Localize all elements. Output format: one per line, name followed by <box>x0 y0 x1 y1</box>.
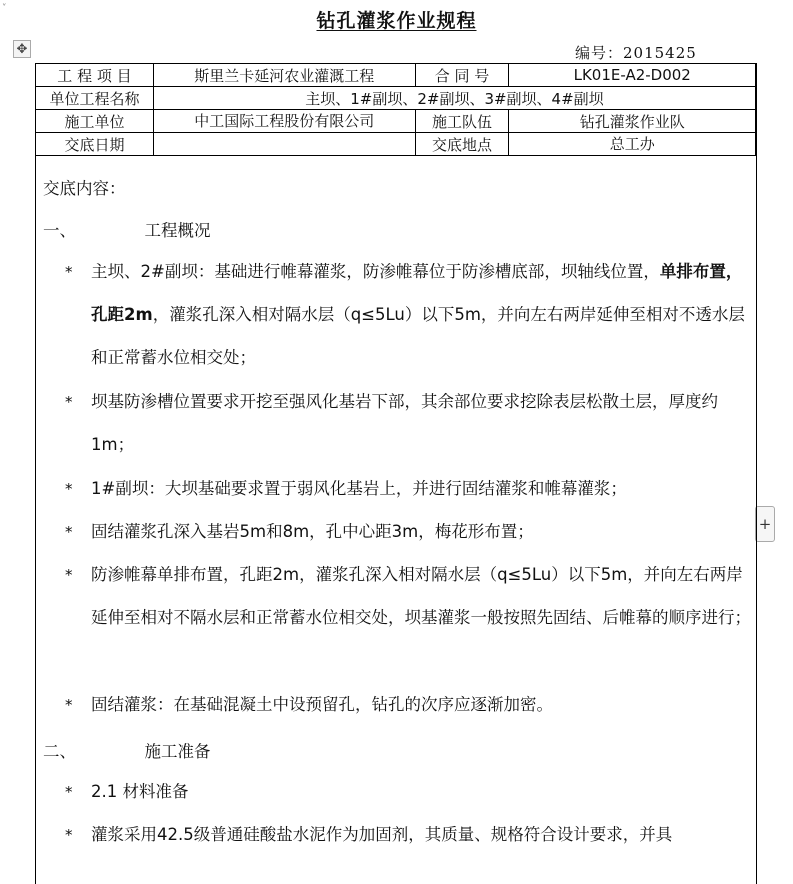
content-heading: 交底内容： <box>43 179 126 198</box>
table-row <box>36 110 756 133</box>
bullet-icon: * <box>65 696 73 714</box>
list-item: 固结灌浆孔深入基岩5m和8m，孔中心距3m，梅花形布置； <box>91 522 534 541</box>
unit-project-value[interactable]: 主坝、1#副坝、2#副坝、3#副坝、4#副坝 <box>153 87 755 110</box>
section-number: 二、 <box>43 742 76 761</box>
contract-value[interactable]: LK01E-A2-D002 <box>509 64 756 87</box>
bullet-icon: * <box>65 480 73 498</box>
document-title: 钻孔灌浆作业规程 <box>316 10 477 32</box>
briefing-date-label: 交底日期 <box>36 133 154 156</box>
list-item: 固结灌浆：在基础混凝土中设预留孔，钻孔的次序应逐渐加密。 <box>91 695 553 714</box>
bullet-icon: * <box>65 566 73 584</box>
table-row <box>36 87 756 110</box>
section-title: 工程概况 <box>144 221 211 240</box>
briefing-date-value[interactable] <box>153 133 415 156</box>
construction-unit-label: 施工单位 <box>36 110 154 133</box>
briefing-location-value[interactable]: 总工办 <box>509 133 756 156</box>
construction-team-value[interactable]: 钻孔灌浆作业队 <box>509 110 756 133</box>
list-item: 灌浆采用42.5级普通硅酸盐水泥作为加固剂，其质量、规格符合设计要求，并具 <box>91 825 673 844</box>
list-item: 主坝、2#副坝：基础进行帷幕灌浆，防渗帷幕位于防渗槽底部，坝轴线位置，单排布置，孔距2m，灌浆孔深入相对隔水层（q≤5Lu）以下5m，并向左右两岸延伸至相对不透水层和正常蓄水位相交处； <box>91 262 745 367</box>
contract-label: 合 同 号 <box>415 64 509 87</box>
list-item: 坝基防渗槽位置要求开挖至强风化基岩下部，其余部位要求挖除表层松散土层，厚度约1m； <box>91 392 718 454</box>
document-number: 编号：2015425 <box>575 44 697 62</box>
project-value[interactable]: 斯里兰卡延河农业灌溉工程 <box>153 64 415 87</box>
section-heading <box>43 217 211 241</box>
table-move-handle-icon[interactable]: ✥ <box>13 40 31 58</box>
section-title: 施工准备 <box>144 742 211 761</box>
bullet-icon: * <box>65 393 73 411</box>
add-row-button[interactable]: + <box>755 506 775 542</box>
table-row <box>36 133 756 156</box>
project-label: 工 程 项 目 <box>36 64 154 87</box>
section-number: 一、 <box>43 221 76 240</box>
bullet-icon: * <box>65 783 73 801</box>
collapse-caret-icon[interactable]: ˅ <box>2 4 7 14</box>
list-item: 1#副坝：大坝基础要求置于弱风化基岩上，并进行固结灌浆和帷幕灌浆； <box>91 479 627 498</box>
bullet-icon: * <box>65 263 73 281</box>
table-row <box>36 64 756 87</box>
list-item: 防渗帷幕单排布置，孔距2m，灌浆孔深入相对隔水层（q≤5Lu）以下5m，并向左右两岸延伸至相对不隔水层和正常蓄水位相交处，坝基灌浆一般按照先固结、后帷幕的顺序进行； <box>91 565 751 627</box>
construction-team-label: 施工队伍 <box>415 110 509 133</box>
construction-unit-value[interactable]: 中工国际工程股份有限公司 <box>153 110 415 133</box>
section-heading <box>43 738 211 762</box>
briefing-location-label: 交底地点 <box>415 133 509 156</box>
bullet-icon: * <box>65 826 73 844</box>
info-table <box>35 63 756 156</box>
unit-project-label: 单位工程名称 <box>36 87 154 110</box>
bullet-icon: * <box>65 523 73 541</box>
list-item: 2.1 材料准备 <box>91 782 189 801</box>
